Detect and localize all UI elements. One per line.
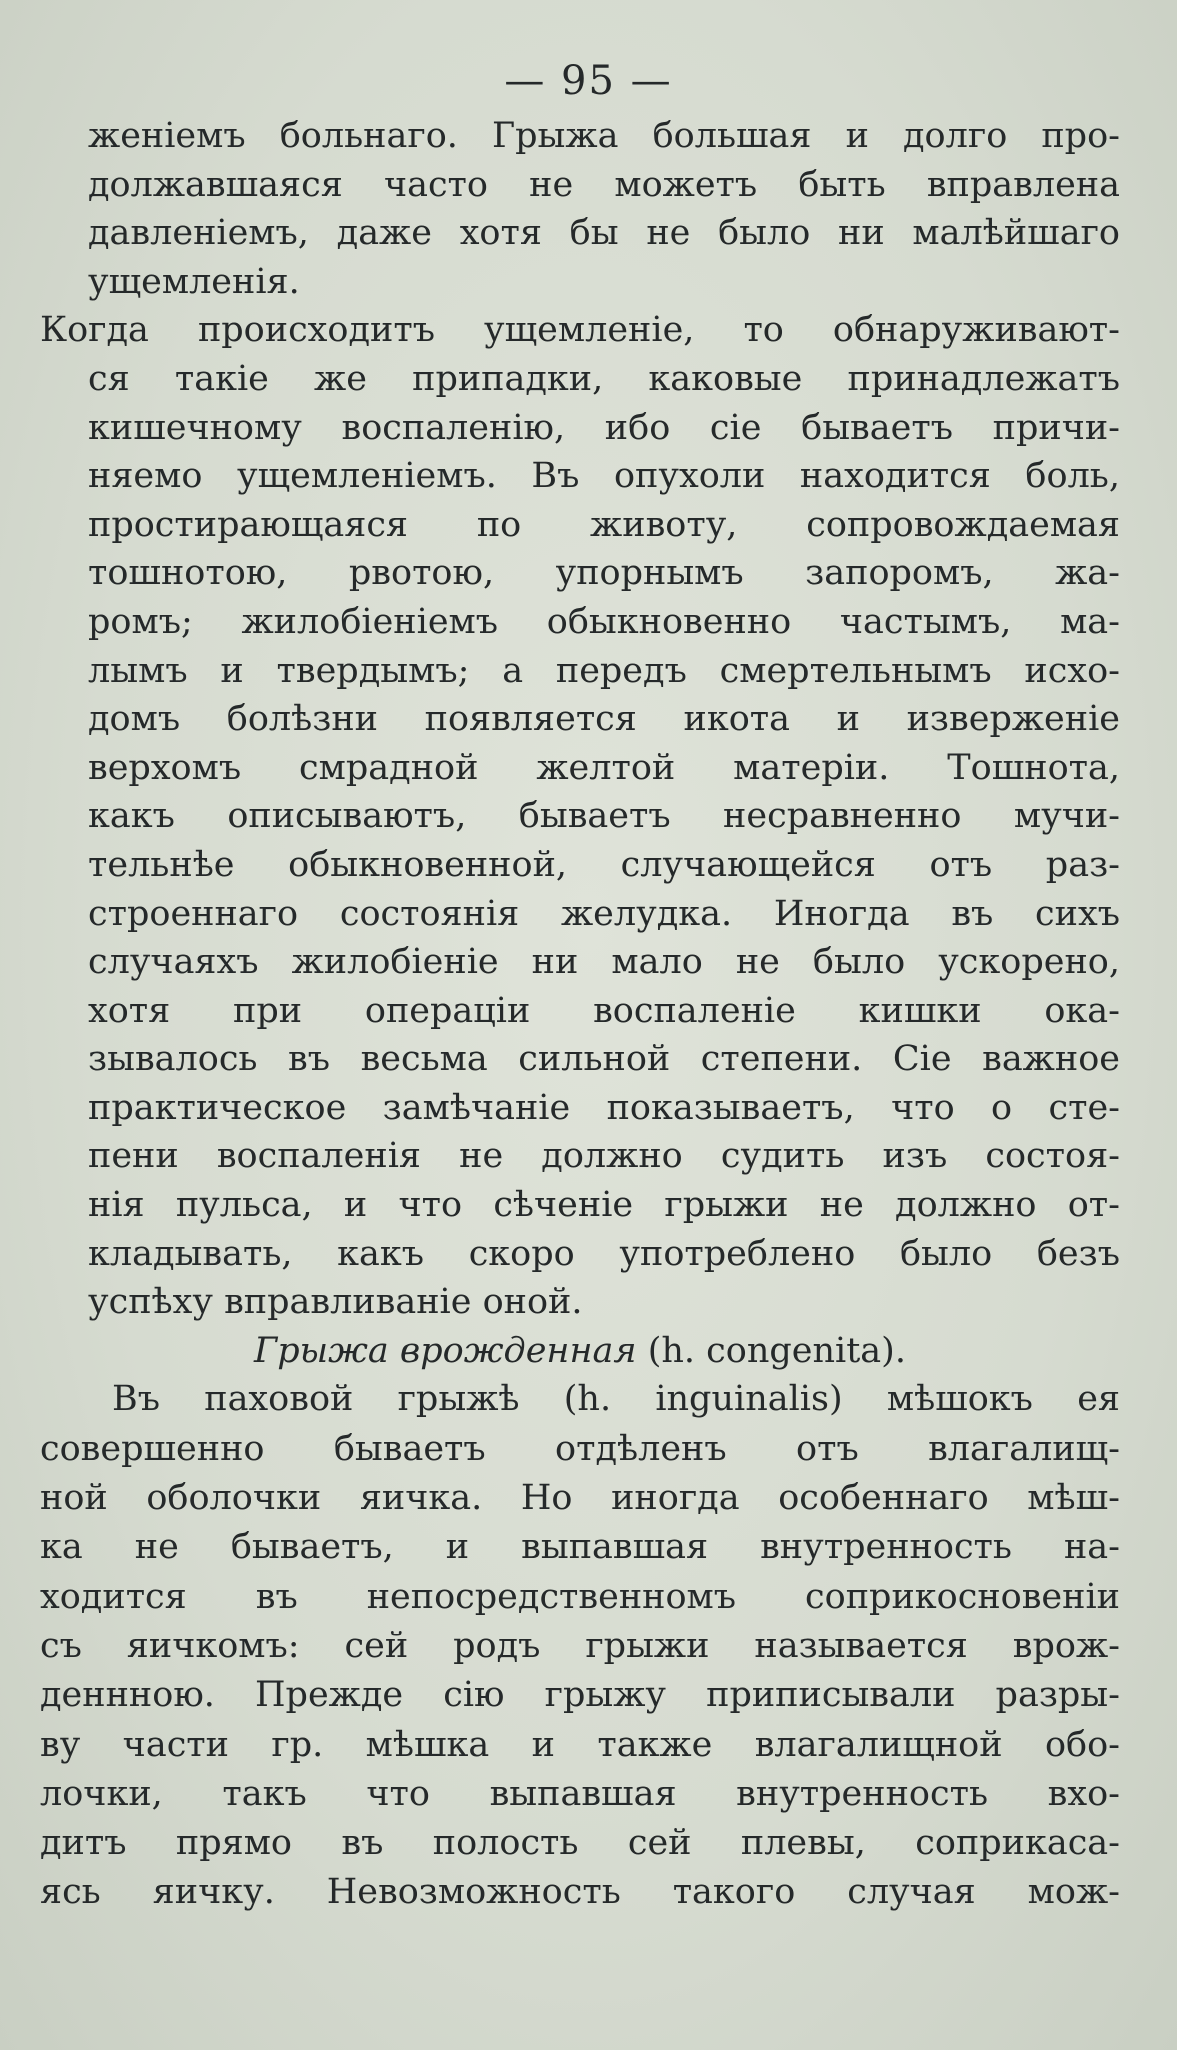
text-line: Въ паховой грыжѣ (h. inguinalis) мѣшокъ ея — [112, 1379, 1120, 1420]
text-line: тошнотою, рвотою, упорнымъ запоромъ, жа- — [88, 553, 1120, 594]
text-line: случаяхъ жилобіеніе ни мало не было ускорено, — [88, 942, 1120, 983]
text-line: зывалось въ весьма сильной степени. Сіе важное — [88, 1039, 1120, 1080]
text-line: домъ болѣзни появляется икота и изверженіе — [88, 699, 1120, 740]
text-line: дитъ прямо въ полость сей плевы, соприкаса- — [40, 1823, 1120, 1864]
text-line: хотя при операціи воспаленіе кишки ока- — [88, 990, 1120, 1031]
text-line: тельнѣе обыкновенной, случающейся отъ раз- — [88, 844, 1120, 885]
text-line: съ яичкомъ: сей родъ грыжи называется врож- — [40, 1625, 1120, 1666]
text-line: какъ описываютъ, бываетъ несравненно мучи- — [88, 796, 1120, 837]
text-line: ромъ; жилобіеніемъ обыкновенно частымъ, ма- — [88, 601, 1120, 642]
heading-latin: (h. congenita). — [647, 1330, 906, 1371]
section-heading — [40, 1327, 1120, 1376]
text-line: ясь яичку. Невозможность такого случая мож- — [40, 1872, 1120, 1913]
page-number: — 95 — — [504, 58, 673, 104]
text-line: ущемленія. — [88, 261, 300, 302]
text-line: кладывать, какъ скоро употреблено было безъ — [88, 1233, 1120, 1274]
text-line: строеннаго состоянія желудка. Иногда въ сихъ — [88, 893, 1120, 934]
paragraph-congenital — [40, 1375, 1120, 1917]
text-line: женіемъ больнаго. Грыжа большая и долго про- — [88, 116, 1120, 156]
text-line: нія пульса, и что сѣченіе грыжи не должно от- — [88, 1185, 1120, 1226]
text-line: пени воспаленія не должно судить изъ состоя- — [88, 1136, 1120, 1177]
text-line: ву части гр. мѣшка и также влагалищной обо- — [40, 1724, 1120, 1765]
text-line: кишечному воспаленію, ибо сіе бываетъ причи- — [88, 407, 1120, 448]
body-text — [40, 112, 1120, 1918]
text-line: совершенно бываетъ отдѣленъ отъ влагалищ- — [40, 1428, 1120, 1469]
paragraph-continuation — [40, 112, 1120, 306]
text-line: давленіемъ, даже хотя бы не было ни малѣйшаго — [88, 213, 1120, 254]
text-line: лымъ и твердымъ; а передъ смертельнымъ исхо- — [88, 650, 1120, 691]
text-line: ходится въ непосредственномъ соприкосновеніи — [40, 1576, 1120, 1617]
text-line: лочки, такъ что выпавшая внутренность вхо- — [40, 1773, 1120, 1814]
text-line: Когда происходитъ ущемленіе, то обнаруживают- — [40, 310, 1120, 351]
text-line: практическое замѣчаніе показываетъ, что о сте- — [88, 1087, 1120, 1128]
text-line: ся такіе же припадки, каковые принадлежатъ — [88, 358, 1120, 399]
heading-title: Грыжа врожденная — [254, 1330, 637, 1371]
text-line: ной оболочки яичка. Но иногда особеннаго мѣш- — [40, 1478, 1120, 1519]
text-line: должавшаяся часто не можетъ быть вправлена — [88, 164, 1120, 205]
text-line: успѣху вправливаніе оной. — [88, 1282, 583, 1323]
text-line: простирающаяся по животу, сопровождаемая — [88, 504, 1120, 545]
text-line: деннною. Прежде сію грыжу приписывали разры- — [40, 1675, 1120, 1716]
text-line: няемо ущемленіемъ. Въ опухоли находится боль, — [88, 456, 1120, 497]
text-line: ка не бываетъ, и выпавшая внутренность на- — [40, 1527, 1120, 1568]
text-line: верхомъ смрадной желтой матеріи. Тошнота, — [88, 747, 1120, 788]
paragraph-strangulation — [40, 306, 1120, 1326]
